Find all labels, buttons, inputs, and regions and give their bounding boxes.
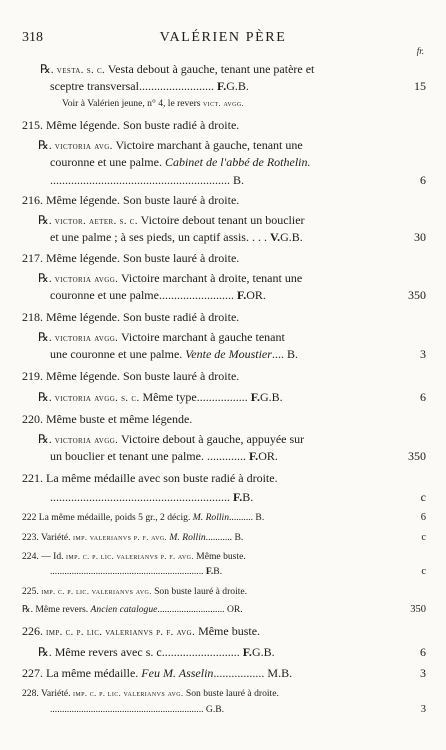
catalog-price: c — [420, 490, 426, 504]
catalog-line-text: 217. Même légende. Son buste lauré à droite. — [22, 251, 240, 265]
catalog-line — [0, 213, 446, 229]
unit-label: fr. — [416, 46, 424, 56]
catalog-line-text: couronne et une palme......................... F.OR. — [50, 288, 266, 302]
catalog-line — [0, 330, 446, 346]
catalog-line — [0, 62, 446, 78]
catalog-line — [0, 586, 446, 602]
catalog-price: 30 — [414, 230, 426, 244]
catalog-line-text: ℞. victoria avgg. Victoire debout à gauche, appuyée sur — [38, 432, 305, 446]
catalog-line — [0, 138, 446, 154]
catalog-line — [0, 271, 446, 287]
catalog-line-text: ............................................................ F.B. — [50, 490, 254, 504]
catalog-line — [0, 666, 446, 682]
catalog-line-text: sceptre transversal......................... F.G.B. — [50, 79, 249, 93]
catalog-line-text: ℞. victoria avgg. s. c. Même type................. F.G.B. — [38, 390, 283, 404]
catalog-line-text: ............................................................ B. — [50, 173, 245, 187]
catalog-line — [0, 193, 446, 209]
catalog-line — [0, 432, 446, 448]
catalog-line — [0, 449, 446, 465]
catalog-line — [0, 412, 446, 428]
page-number: 318 — [22, 30, 43, 45]
catalog-line — [0, 251, 446, 267]
catalog-line — [0, 155, 446, 171]
catalog-line — [0, 173, 446, 189]
page-header — [22, 30, 424, 56]
catalog-line-text: 219. Même légende. Son buste lauré à droite. — [22, 369, 240, 383]
catalog-price: 6 — [420, 512, 426, 523]
catalog-line — [0, 230, 446, 246]
catalog-line — [0, 118, 446, 134]
catalog-price: 6 — [420, 390, 426, 404]
catalog-line-text: 220. Même buste et même légende. — [22, 412, 193, 426]
catalog-line-text: ℞. victoria avgg. Victoire marchant à droite, tenant une — [38, 271, 303, 285]
catalog-line — [0, 79, 446, 95]
page-title: VALÉRIEN PÈRE — [159, 30, 287, 45]
catalog-price: 3 — [420, 347, 426, 361]
catalog-line-text: ℞. victoria avgg. Victoire marchant à gauche tenant — [38, 330, 285, 344]
catalog-line — [0, 288, 446, 304]
catalog-price: 6 — [420, 173, 426, 187]
catalog-line-text: ℞. Même revers avec s. c.......................... F.G.B. — [38, 645, 275, 659]
catalog-line-text: 221. La même médaille avec son buste radié à droite. — [22, 471, 278, 485]
catalog-line — [0, 490, 446, 506]
catalog-line-text: 215. Même légende. Son buste radié à droite. — [22, 118, 240, 132]
catalog-line-text: ℞. Même revers. Ancien catalogue............................ OR. — [22, 604, 243, 615]
catalog-line-text: ℞. victor. aeter. s. c. Victoire debout tenant un bouclier — [38, 213, 305, 227]
catalog-line — [0, 551, 446, 567]
catalog-line-text: 226. imp. c. p. lic. valerianvs p. f. avg. Même buste. — [22, 624, 261, 638]
catalog-line-text: 218. Même légende. Son buste radié à droite. — [22, 310, 240, 324]
catalog-line — [0, 704, 446, 720]
catalog-price: 350 — [408, 449, 426, 463]
catalog-line-text: ℞. vesta. s. c. Vesta debout à gauche, tenant une patère et — [40, 62, 315, 76]
catalog-line — [0, 310, 446, 326]
catalog-line — [0, 532, 446, 548]
catalog-price: 3 — [420, 704, 426, 715]
catalog-line-text: 225. imp. c. p. lic. valerianvs avg. Son buste lauré à droite. — [22, 586, 248, 597]
catalog-line-text: ................................................................ G.B. — [50, 704, 225, 715]
catalog-line — [0, 688, 446, 704]
catalog-line — [0, 604, 446, 620]
catalog-price: c — [421, 566, 426, 577]
catalog-line-text: ................................................................ F.B. — [50, 566, 223, 577]
catalog-price: 3 — [420, 666, 426, 680]
catalog-line — [0, 566, 446, 582]
catalog-line-text: 228. Variété. imp. c. p. lic. valerianvs avg. Son buste lauré à droite. — [22, 688, 279, 699]
catalog-line-text: un bouclier et tenant une palme. ............. F.OR. — [50, 449, 278, 463]
catalog-line — [0, 471, 446, 487]
catalog-price: 350 — [408, 288, 426, 302]
catalog-line — [0, 98, 446, 114]
catalog-line-text: 222 La même médaille, poids 5 gr., 2 décig. M. Rollin.......... B. — [22, 512, 265, 523]
catalog-line-text: une couronne et une palme. Vente de Moustier.... B. — [50, 347, 298, 361]
catalog-line-text: 224. — Id. imp. c. p. lic. valerianvs p. f. avg. Même buste. — [22, 551, 246, 562]
catalog-line-text: Voir à Valérien jeune, n° 4, le revers vict. avgg. — [62, 98, 245, 109]
catalog-line-text: 223. Variété. imp. valerianvs p. f. avg. M. Rollin........... B. — [22, 532, 244, 543]
catalog-price: 15 — [414, 79, 426, 93]
catalog-price: 6 — [420, 645, 426, 659]
catalog-line — [0, 624, 446, 640]
catalog-line — [0, 390, 446, 406]
catalog-line-text: ℞. victoria avg. Victoire marchant à gauche, tenant une — [38, 138, 303, 152]
catalog-line — [0, 512, 446, 528]
catalog-line-text: et une palme ; à ses pieds, un captif assis. . . . V.G.B. — [50, 230, 303, 244]
catalog-line — [0, 645, 446, 661]
catalog-price: c — [421, 532, 426, 543]
catalog-price: 350 — [410, 604, 426, 615]
catalog-line-text: 216. Même légende. Son buste lauré à droite. — [22, 193, 240, 207]
catalog-line-text: couronne et une palme. Cabinet de l'abbé de Rothelin. — [50, 155, 311, 169]
catalog-line — [0, 347, 446, 363]
catalog-line-text: 227. La même médaille. Feu M. Asselin................. M.B. — [22, 666, 293, 680]
catalog-line — [0, 369, 446, 385]
